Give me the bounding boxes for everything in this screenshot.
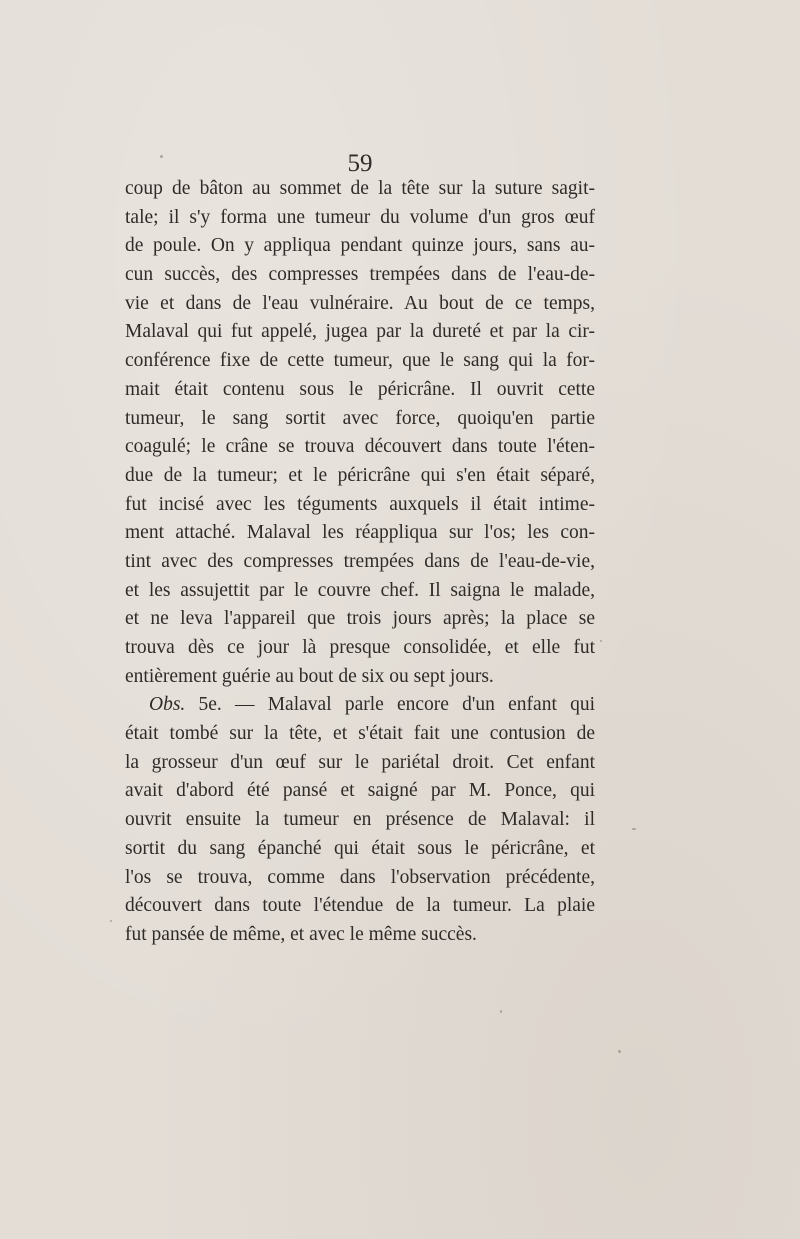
text-line: sortit du sang épanché qui était sous le péricrâne, et [125,837,595,859]
paper-speck [618,1050,621,1053]
text-line: coup de bâton au sommet de la tête sur la suture sagit- [125,178,595,199]
text-line: tint avec des compresses trempées dans de l'eau-de-vie, [125,550,595,572]
text-line: était tombé sur la tête, et s'était fait une contusion de [125,723,595,745]
text-line: due de la tumeur; et le péricrâne qui s'en était séparé, [125,464,595,486]
observation-heading-line [125,691,595,720]
text-line: ment attaché. Malaval les réappliqua sur l'os; les con- [125,522,595,544]
text-line: découvert dans toute l'étendue de la tumeur. La plaie [125,895,595,917]
text-line: l'os se trouva, comme dans l'observation précédente, [125,866,595,888]
text-line: mait était contenu sous le péricrâne. Il ouvrit cette [125,378,595,400]
text-line: avait d'abord été pansé et saigné par M. Ponce, qui [125,780,595,802]
paper-speck [600,640,602,642]
text-line: et ne leva l'appareil que trois jours après; la place se [125,608,595,630]
page-number: 59 [347,150,373,177]
text-line: vie et dans de l'eau vulnéraire. Au bout de ce temps, [125,292,595,314]
body-text [125,175,595,950]
text-line: tumeur, le sang sortit avec force, quoiqu'en partie [125,407,595,429]
observation-label: Obs. [149,694,186,716]
text-line: Malaval qui fut appelé, jugea par la dureté et par la cir- [125,321,595,343]
text-line: de poule. On y appliqua pendant quinze jours, sans au- [125,235,595,257]
observation-number: 5e. [198,694,222,716]
text-line: cun succès, des compresses trempées dans de l'eau-de- [125,264,595,286]
observation-first-line: — Malaval parle encore d'un enfant qui [221,694,595,716]
text-line: entièrement guérie au bout de six ou sept jours. [125,665,494,687]
paper-speck [500,1010,502,1013]
text-line: trouva dès ce jour là presque consolidée, et elle fut [125,637,595,658]
paper-speck [110,920,112,922]
text-line: et les assujettit par le couvre chef. Il saigna le malade, [125,579,595,601]
paper-speck [632,828,636,830]
text-line: fut pansée de même, et avec le même succès. [125,923,477,945]
text-line: coagulé; le crâne se trouva découvert dans toute l'éten- [125,436,595,458]
text-line: fut incisé avec les téguments auxquels il était intime- [125,493,595,515]
text-line: ouvrit ensuite la tumeur en présence de Malaval: il [125,809,595,831]
paper-speck [160,155,163,158]
text-line: tale; il s'y forma une tumeur du volume d'un gros œuf [125,206,595,228]
text-line: conférence fixe de cette tumeur, que le sang qui la for- [125,350,595,372]
text-line: la grosseur d'un œuf sur le pariétal droit. Cet enfant [125,751,595,773]
